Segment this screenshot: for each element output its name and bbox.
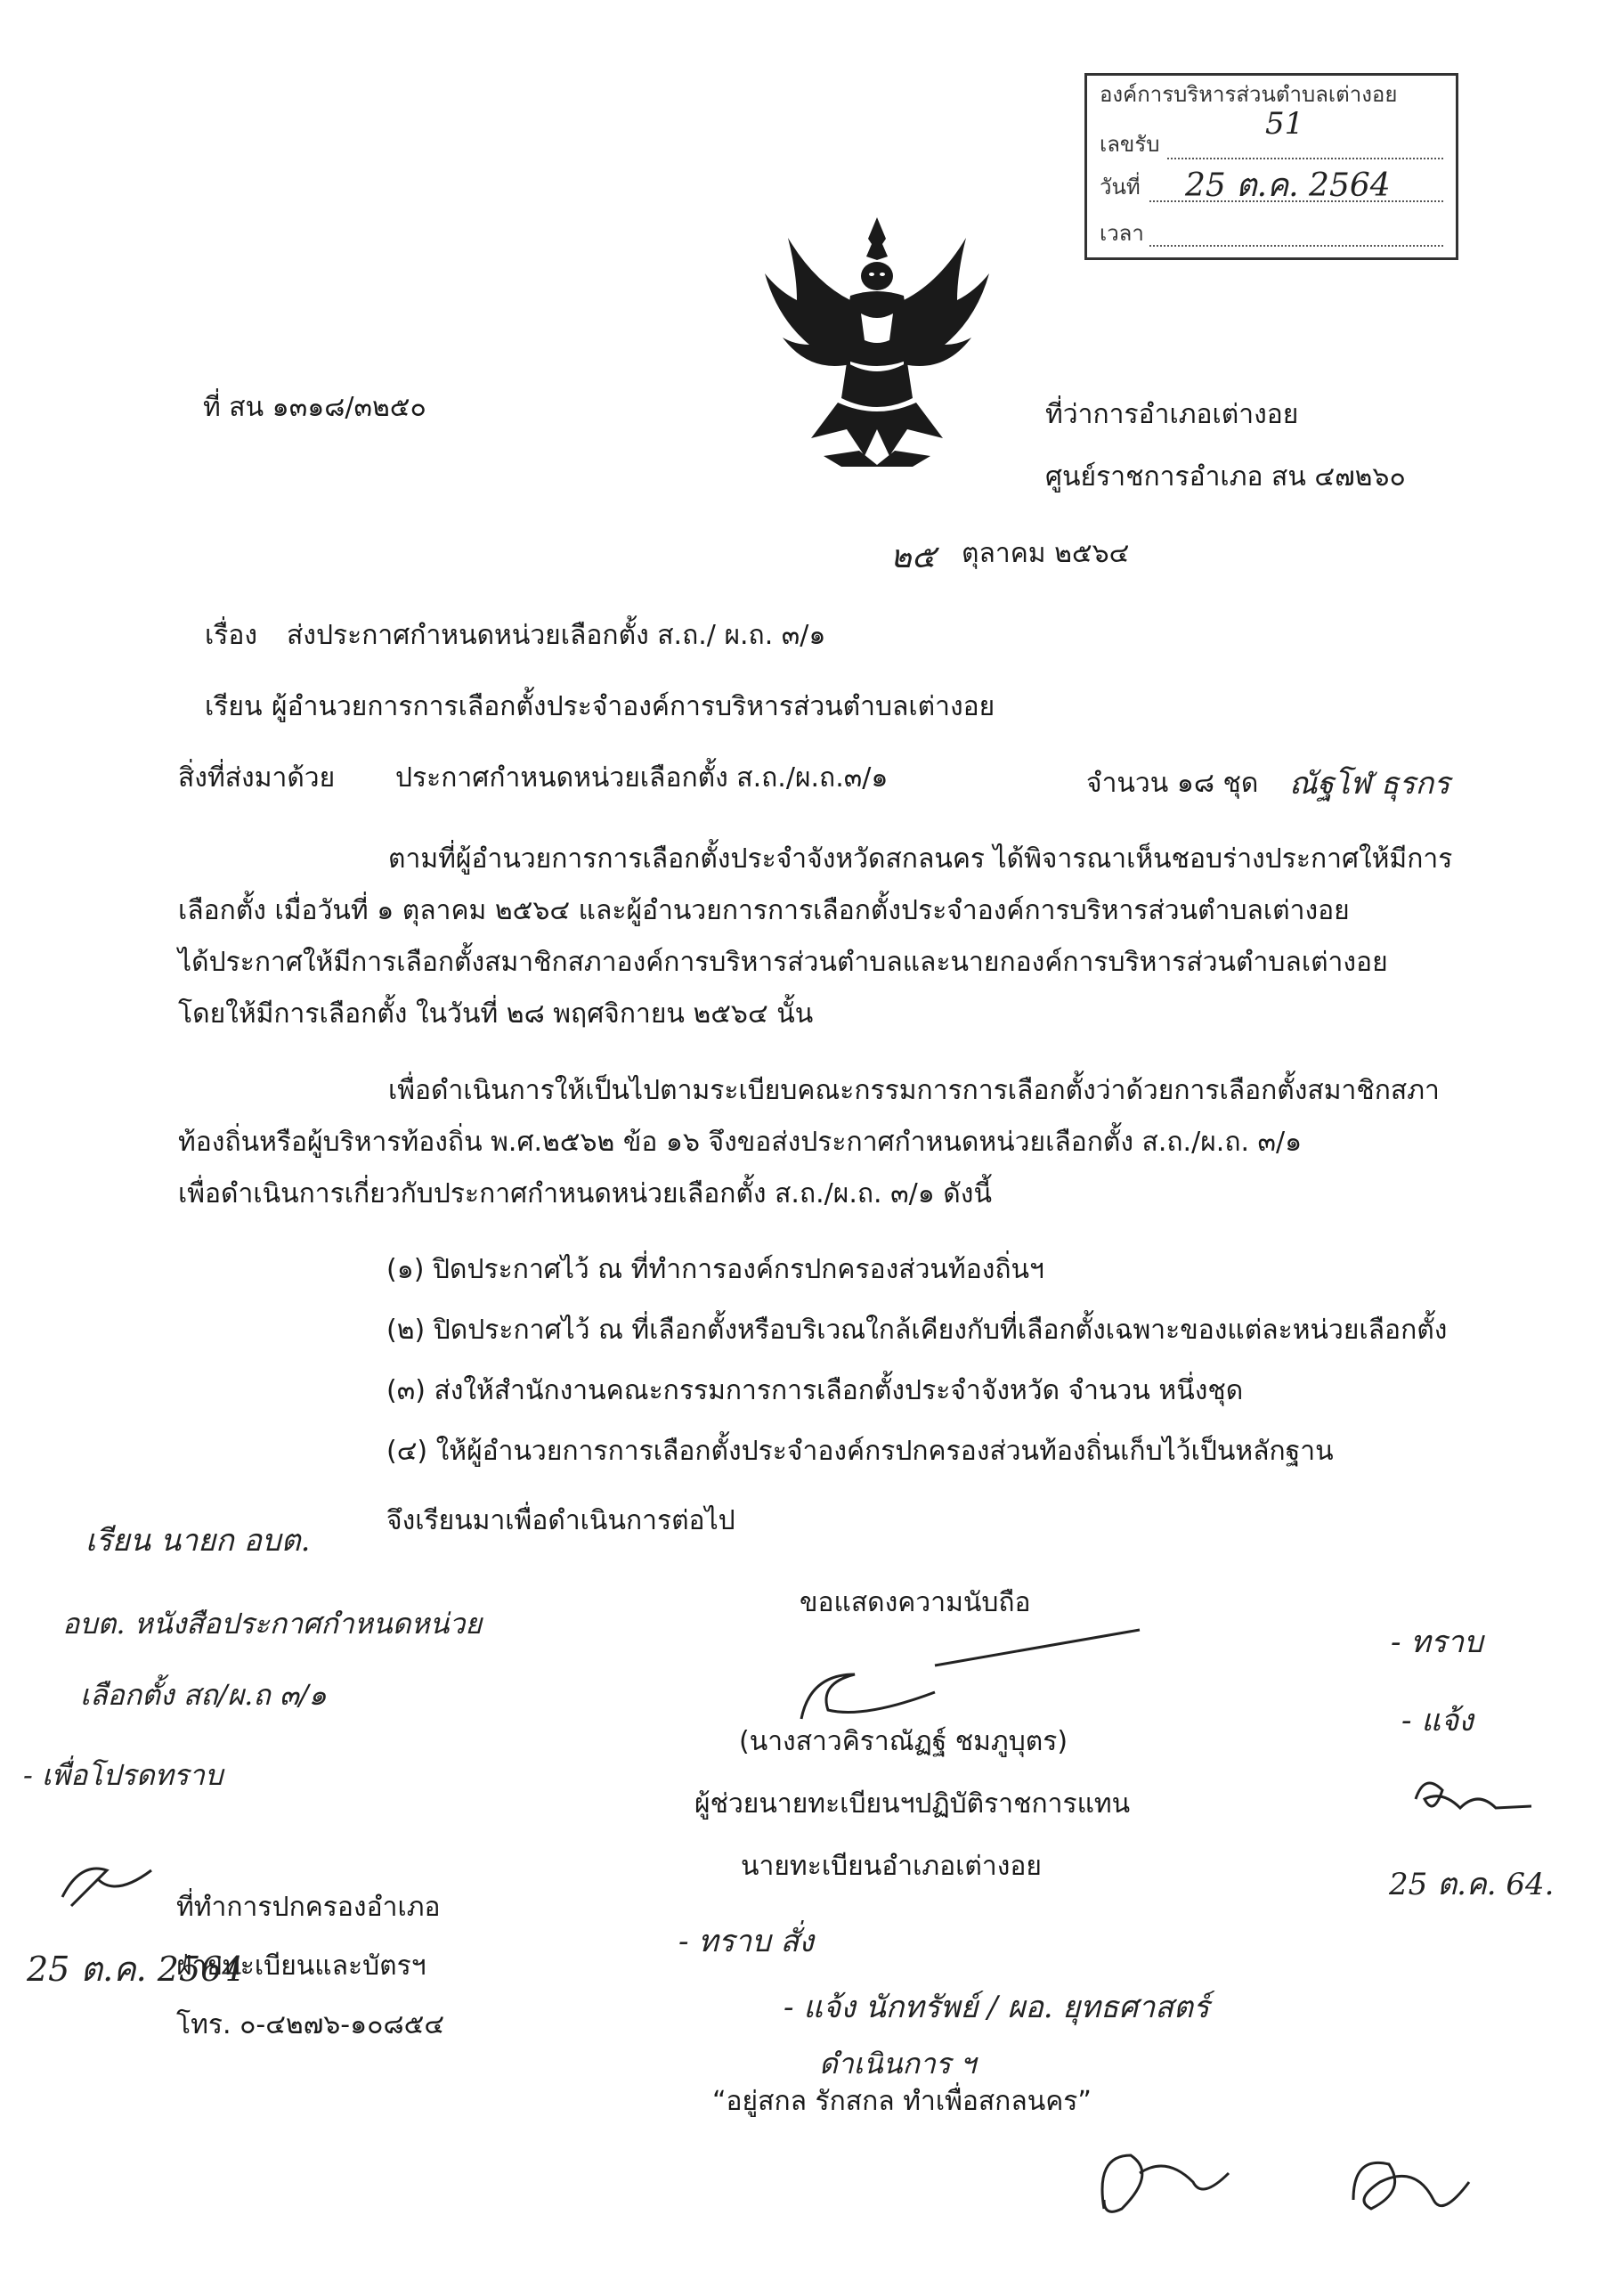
regards: ขอแสดงความนับถือ: [800, 1587, 1031, 1618]
paragraph-line: ตามที่ผู้อำนวยการการเลือกตั้งประจำจังหวัดสกลนคร ได้พิจารณาเห็นชอบร่างประกาศให้มีการ: [388, 843, 1453, 875]
handwritten-date: 25 ต.ค. 64.: [1389, 1867, 1555, 1902]
bottom-signatures: [1068, 2120, 1514, 2244]
paragraph-line: ท้องถิ่นหรือผู้บริหารท้องถิ่น พ.ศ.๒๕๖๒ ข้อ ๑๖ จึงขอส่งประกาศกำหนดหน่วยเลือกตั้ง ส.ถ./ผ.ถ. ๓/๑: [178, 1127, 1303, 1158]
paragraph-1: [178, 834, 1460, 1040]
handwritten-note: - เพื่อโปรดทราบ: [23, 1758, 223, 1792]
list-item: (๔) ให้ผู้อำนวยการการเลือกตั้งประจำองค์กรปกครองส่วนท้องถิ่นเก็บไว้เป็นหลักฐาน: [386, 1436, 1334, 1467]
subject: ส่งประกาศกำหนดหน่วยเลือกตั้ง ส.ถ./ ผ.ถ. ๓/๑: [287, 620, 826, 651]
paragraph-line: เพื่อดำเนินการเกี่ยวกับประกาศกำหนดหน่วยเลือกตั้ง ส.ถ./ผ.ถ. ๓/๑ ดังนี้: [178, 1178, 992, 1209]
paragraph-line: โดยให้มีการเลือกตั้ง ในวันที่ ๒๘ พฤศจิกายน ๒๕๖๔ นั้น: [178, 998, 814, 1030]
handwritten-note: อบต. หนังสือประกาศกำหนดหน่วย: [62, 1607, 483, 1641]
stamp-receive-no: 51: [1265, 106, 1304, 142]
to-recipient: ผู้อำนวยการการเลือกตั้งประจำองค์การบริหารส่วนตำบลเต่างอย: [272, 691, 995, 722]
handwritten-note: - แจ้ง นักทรัพย์ / ผอ. ยุทธศาสตร์: [784, 1990, 1210, 2025]
footer-office: ที่ทำการปกครองอำเภอ: [176, 1892, 441, 1923]
stamp-dotted-line: [1149, 245, 1443, 247]
attachments: ประกาศกำหนดหน่วยเลือกตั้ง ส.ถ./ผ.ถ.๓/๑: [395, 762, 889, 794]
stamp-date-label: วันที่: [1100, 175, 1141, 200]
date-month-year: ตุลาคม ๒๕๖๔: [962, 538, 1130, 569]
sender-office: ที่ว่าการอำเภอเต่างอย: [1045, 399, 1299, 430]
handwritten-note: - ทราบ: [1391, 1624, 1483, 1660]
footer-phone: โทร. ๐-๔๒๗๖-๑๐๘๕๔: [176, 2009, 445, 2040]
handwritten-date: 25 ต.ค. 2564: [27, 1950, 244, 1989]
paragraph-2: [178, 1065, 1460, 1220]
attachments-handwritten-note: ณัฐโฬ ธุรกร: [1289, 766, 1450, 802]
handwritten-note: เลือกตั้ง สถ/ผ.ถ ๓/๑: [80, 1678, 327, 1712]
paragraph-line: เพื่อดำเนินการให้เป็นไปตามระเบียบคณะกรรมการการเลือกตั้งว่าด้วยการเลือกตั้งสมาชิกสภา: [388, 1075, 1440, 1106]
date-day-handwritten: ๒๕: [890, 539, 936, 575]
stamp-receive-label: เลขรับ: [1100, 132, 1160, 157]
document-number: ที่ สน ๑๓๑๘/๓๒๕๐: [203, 392, 426, 423]
sender-address: ศูนย์ราชการอำเภอ สน ๔๗๒๖๐: [1045, 461, 1406, 493]
to-label: เรียน: [205, 691, 263, 722]
handwritten-note: ดำเนินการ ฯ: [819, 2047, 977, 2080]
paragraph-line: เลือกตั้ง เมื่อวันที่ ๑ ตุลาคม ๒๕๖๔ และผู้อำนวยการการเลือกตั้งประจำองค์การบริหารส่วนตำบลเต่างอย: [178, 895, 1350, 926]
attachments-count: จำนวน ๑๘ ชุด: [1086, 768, 1259, 799]
stamp-time-label: เวลา: [1100, 221, 1144, 246]
stamp-dotted-line: [1149, 200, 1443, 202]
attachments-label: สิ่งที่ส่งมาด้วย: [178, 762, 336, 794]
garuda-emblem: [761, 207, 993, 474]
receive-stamp: [1084, 73, 1458, 260]
initials-signature: [53, 1852, 169, 1915]
signer-position-1: ผู้ช่วยนายทะเบียนฯปฏิบัติราชการแทน: [694, 1788, 1131, 1820]
signer-name: (นางสาวคิราณัฏฐ์ ชมภูบุตร): [739, 1726, 1068, 1757]
signer-position-2: นายทะเบียนอำเภอเต่างอย: [741, 1851, 1042, 1882]
footer-department: ฝ่ายทะเบียนและบัตรฯ: [176, 1950, 426, 1982]
stamp-org: องค์การบริหารส่วนตำบลเต่างอย: [1100, 82, 1398, 107]
signature-scribble: [784, 1621, 1157, 1737]
list-item: (๑) ปิดประกาศไว้ ณ ที่ทำการองค์กรปกครองส่วนท้องถิ่นฯ: [386, 1254, 1044, 1285]
handwritten-note: - ทราบ สั่ง: [678, 1924, 814, 1959]
handwritten-note: - แจ้ง: [1401, 1703, 1474, 1738]
subject-label: เรื่อง: [205, 620, 258, 651]
stamp-date-value: 25 ต.ค. 2564: [1185, 167, 1391, 204]
list-item: (๒) ปิดประกาศไว้ ณ ที่เลือกตั้งหรือบริเวณใกล้เคียงกับที่เลือกตั้งเฉพาะของแต่ละหน่วยเลือกตั้ง: [386, 1315, 1448, 1346]
handwritten-initials: [1407, 1772, 1549, 1826]
handwritten-note: เรียน นายก อบต.: [85, 1523, 311, 1559]
paragraph-line: ได้ประกาศให้มีการเลือกตั้งสมาชิกสภาองค์การบริหารส่วนตำบลและนายกองค์การบริหารส่วนตำบลเต่างอย: [178, 947, 1388, 978]
list-item: (๓) ส่งให้สำนักงานคณะกรรมการการเลือกตั้งประจำจังหวัด จำนวน หนึ่งชุด: [386, 1375, 1244, 1406]
footer-slogan: “อยู่สกล รักสกล ทำเพื่อสกลนคร”: [712, 2086, 1092, 2117]
closing-line: จึงเรียนมาเพื่อดำเนินการต่อไป: [386, 1505, 735, 1536]
